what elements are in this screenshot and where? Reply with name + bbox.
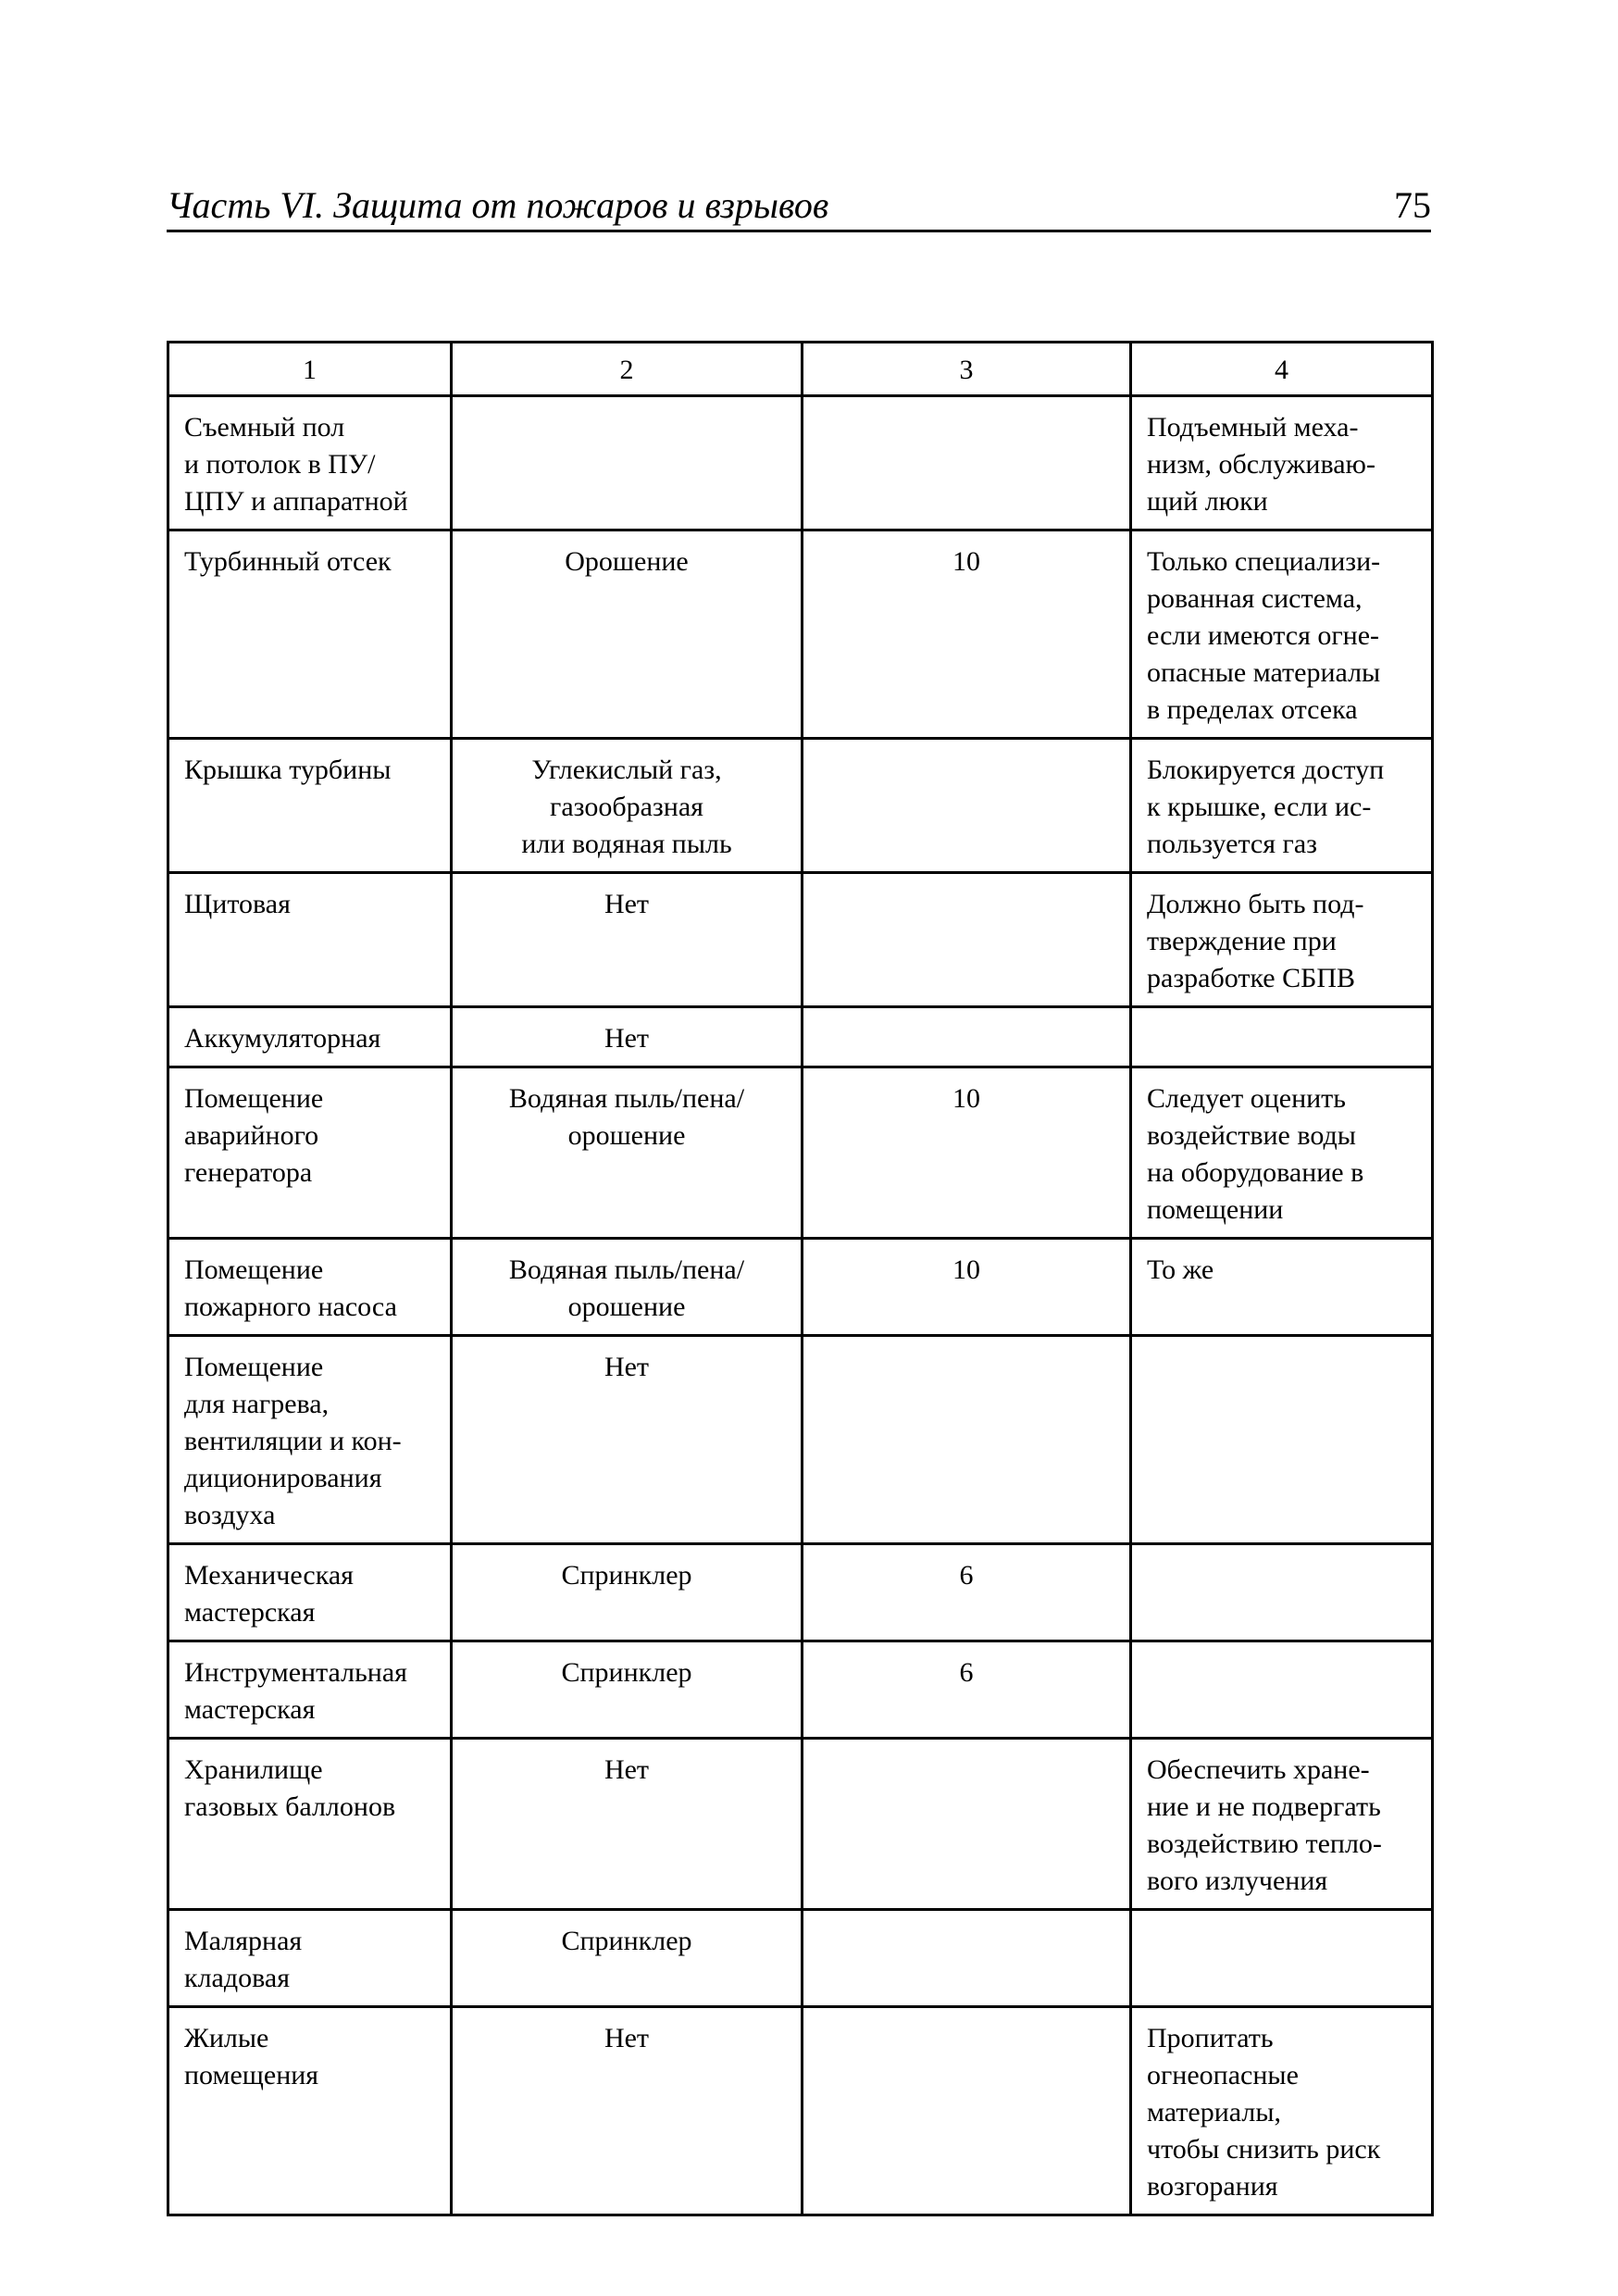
system-cell: Водяная пыль/пена/ орошение bbox=[452, 1067, 803, 1239]
room-cell: Помещение аварийного генератора bbox=[168, 1067, 452, 1239]
note-cell: Только специализи- рованная система, если имеются огне- опасные материалы в пределах отсека bbox=[1131, 530, 1433, 739]
table-row bbox=[168, 2007, 1433, 2215]
system-cell: Спринклер bbox=[452, 1910, 803, 2007]
note-cell bbox=[1131, 1641, 1433, 1739]
table-row bbox=[168, 873, 1433, 1007]
note-cell: Пропитать огнеопасные материалы, чтобы снизить риск возгорания bbox=[1131, 2007, 1433, 2215]
table-row bbox=[168, 739, 1433, 873]
note-cell bbox=[1131, 1544, 1433, 1641]
room-cell: Механическая мастерская bbox=[168, 1544, 452, 1641]
note-cell: Обеспечить хране- ние и не подвергать воздействию тепло- вого излучения bbox=[1131, 1739, 1433, 1910]
system-cell: Орошение bbox=[452, 530, 803, 739]
table-row bbox=[168, 1336, 1433, 1544]
system-cell: Нет bbox=[452, 1336, 803, 1544]
value-cell: 10 bbox=[803, 530, 1131, 739]
table-row bbox=[168, 1739, 1433, 1910]
column-header: 4 bbox=[1131, 343, 1433, 396]
system-cell: Нет bbox=[452, 1739, 803, 1910]
column-header: 2 bbox=[452, 343, 803, 396]
room-cell: Жилые помещения bbox=[168, 2007, 452, 2215]
room-cell: Турбинный отсек bbox=[168, 530, 452, 739]
note-cell: То же bbox=[1131, 1239, 1433, 1336]
system-cell bbox=[452, 396, 803, 530]
note-cell: Блокируется доступ к крышке, если ис- пользуется газ bbox=[1131, 739, 1433, 873]
room-cell: Аккумуляторная bbox=[168, 1007, 452, 1067]
table-row bbox=[168, 1910, 1433, 2007]
system-cell: Водяная пыль/пена/ орошение bbox=[452, 1239, 803, 1336]
note-cell: Следует оценить воздействие воды на оборудование в помещении bbox=[1131, 1067, 1433, 1239]
value-cell bbox=[803, 1910, 1131, 2007]
table-row bbox=[168, 530, 1433, 739]
note-cell: Должно быть под- тверждение при разработке СБПВ bbox=[1131, 873, 1433, 1007]
room-cell: Съемный пол и потолок в ПУ/ ЦПУ и аппаратной bbox=[168, 396, 452, 530]
table-row bbox=[168, 1641, 1433, 1739]
value-cell bbox=[803, 1739, 1131, 1910]
column-header: 3 bbox=[803, 343, 1131, 396]
room-cell: Помещение для нагрева, вентиляции и кон- диционирования воздуха bbox=[168, 1336, 452, 1544]
room-cell: Хранилище газовых баллонов bbox=[168, 1739, 452, 1910]
value-cell: 6 bbox=[803, 1641, 1131, 1739]
fire-protection-table bbox=[167, 341, 1434, 2216]
running-header bbox=[167, 176, 1431, 232]
running-title: Часть VI. Защита от пожаров и взрывов bbox=[167, 184, 829, 226]
system-cell: Нет bbox=[452, 2007, 803, 2215]
room-cell: Помещение пожарного насоса bbox=[168, 1239, 452, 1336]
value-cell bbox=[803, 2007, 1131, 2215]
table-row bbox=[168, 1007, 1433, 1067]
table-header-row bbox=[168, 343, 1433, 396]
system-cell: Нет bbox=[452, 873, 803, 1007]
room-cell: Крышка турбины bbox=[168, 739, 452, 873]
value-cell bbox=[803, 1336, 1131, 1544]
page-number: 75 bbox=[1394, 184, 1431, 226]
value-cell bbox=[803, 396, 1131, 530]
note-cell: Подъемный меха- низм, обслуживаю- щий люки bbox=[1131, 396, 1433, 530]
room-cell: Инструментальная мастерская bbox=[168, 1641, 452, 1739]
note-cell bbox=[1131, 1007, 1433, 1067]
system-cell: Спринклер bbox=[452, 1641, 803, 1739]
value-cell bbox=[803, 873, 1131, 1007]
value-cell: 10 bbox=[803, 1239, 1131, 1336]
table-row bbox=[168, 396, 1433, 530]
value-cell: 10 bbox=[803, 1067, 1131, 1239]
table-row bbox=[168, 1239, 1433, 1336]
system-cell: Нет bbox=[452, 1007, 803, 1067]
note-cell bbox=[1131, 1910, 1433, 2007]
value-cell: 6 bbox=[803, 1544, 1131, 1641]
table-row bbox=[168, 1544, 1433, 1641]
system-cell: Спринклер bbox=[452, 1544, 803, 1641]
system-cell: Углекислый газ, газообразная или водяная пыль bbox=[452, 739, 803, 873]
room-cell: Малярная кладовая bbox=[168, 1910, 452, 2007]
note-cell bbox=[1131, 1336, 1433, 1544]
room-cell: Щитовая bbox=[168, 873, 452, 1007]
value-cell bbox=[803, 739, 1131, 873]
table-row bbox=[168, 1067, 1433, 1239]
column-header: 1 bbox=[168, 343, 452, 396]
value-cell bbox=[803, 1007, 1131, 1067]
